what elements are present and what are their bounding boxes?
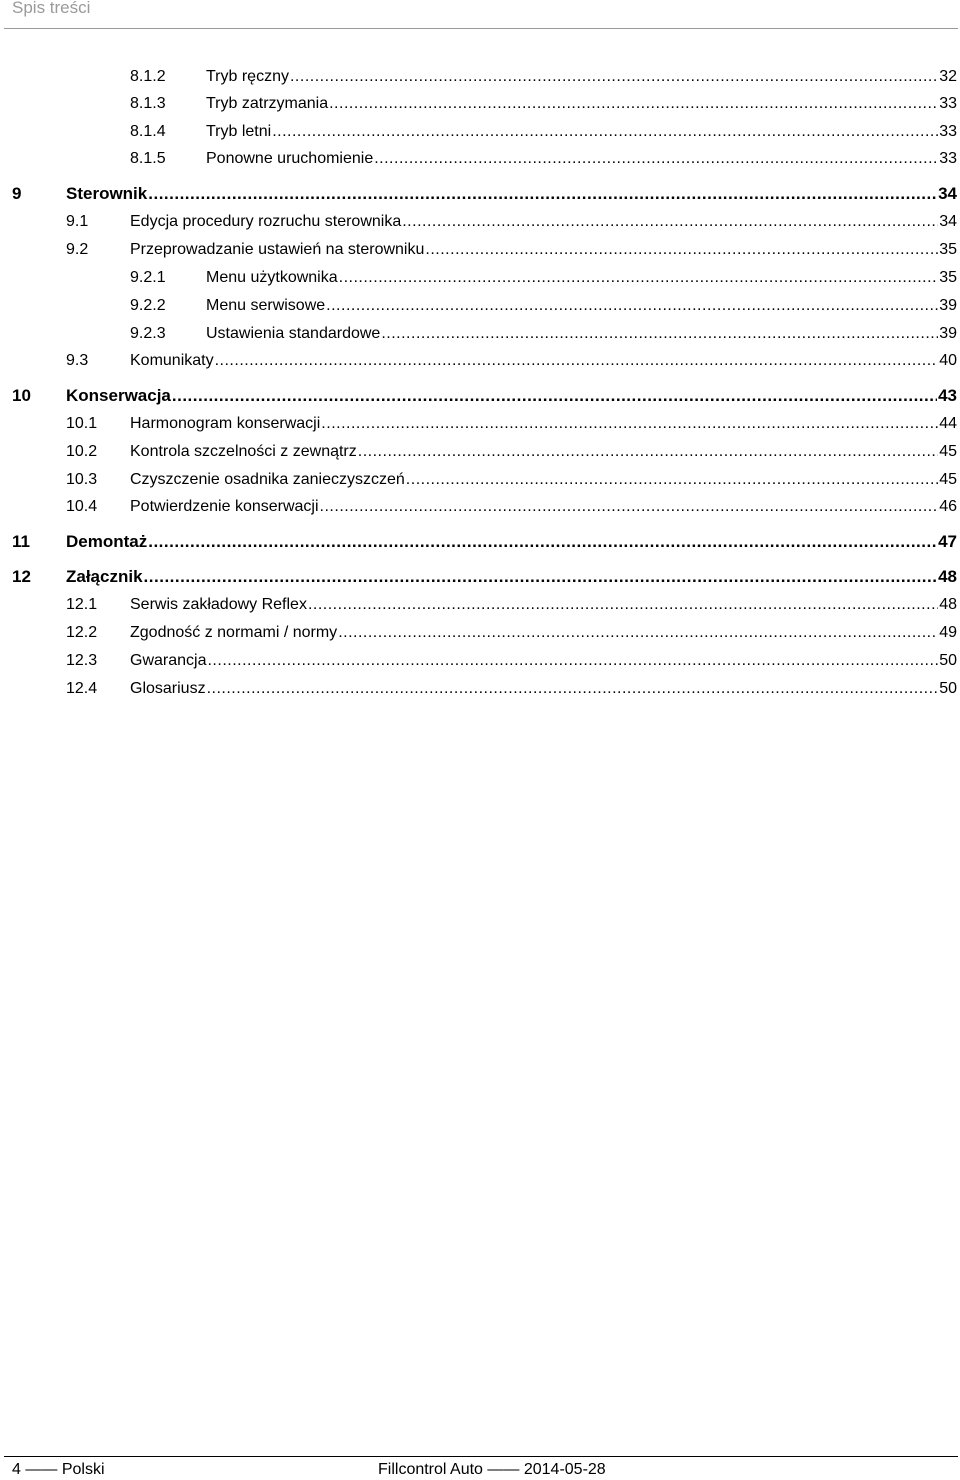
toc-leader-dots (338, 624, 938, 642)
footer-language: Polski (61, 1461, 105, 1478)
toc-leader-dots (308, 596, 938, 614)
header-divider (4, 28, 958, 29)
toc-entry-number: 12 (12, 567, 31, 586)
toc-entry[interactable] (12, 568, 957, 586)
toc-entry-page: 49 (939, 624, 957, 641)
toc-entry-page: 50 (939, 652, 957, 669)
toc-entry-number: 12.3 (66, 652, 98, 669)
toc-leader-dots (329, 95, 938, 113)
toc-entry-title: Zgodność z normami / normy (130, 624, 338, 641)
toc-entry-number: 9.2 (66, 241, 89, 258)
toc-entry-title: Gwarancja (130, 652, 207, 669)
toc-leader-dots (425, 241, 938, 259)
footer-date: 2014-05-28 (523, 1461, 606, 1478)
toc-entry[interactable] (66, 624, 957, 642)
footer-right (378, 1461, 606, 1479)
toc-entry-number: 10 (12, 386, 31, 405)
toc-entry[interactable] (130, 123, 957, 141)
toc-entry-title: Przeprowadzanie ustawień na sterowniku (130, 241, 425, 258)
toc-entry[interactable] (130, 269, 957, 287)
toc-entry-page: 34 (938, 184, 957, 203)
toc-entry-page: 33 (939, 123, 957, 140)
toc-entry[interactable] (130, 68, 957, 86)
toc-entry-number: 9.2.2 (130, 297, 166, 314)
toc-entry-page: 32 (939, 68, 957, 85)
toc-entry-page: 45 (939, 443, 957, 460)
toc-leader-dots (402, 213, 938, 231)
toc-entry[interactable] (12, 387, 957, 405)
toc-leader-dots (207, 652, 938, 670)
toc-entry[interactable] (66, 213, 957, 231)
toc-leader-dots (358, 443, 938, 461)
toc-entry-number: 9.1 (66, 213, 89, 230)
toc-entry-title: Edycja procedury rozruchu sterownika (130, 213, 402, 230)
toc-leader-dots (406, 471, 938, 489)
toc-entry-title: Glosariusz (130, 680, 206, 697)
toc-entry-title: Konserwacja (66, 386, 171, 405)
toc-entry-page: 40 (939, 352, 957, 369)
toc-leader-dots (148, 185, 937, 203)
toc-entry-title: Menu użytkownika (206, 269, 338, 286)
toc-entry-page: 39 (939, 297, 957, 314)
toc-entry-page: 50 (939, 680, 957, 697)
toc-leader-dots (215, 352, 939, 370)
footer-product: Fillcontrol Auto (378, 1461, 483, 1478)
toc-entry[interactable] (66, 352, 957, 370)
toc-entry[interactable] (66, 241, 957, 259)
toc-leader-dots (148, 533, 937, 551)
toc-entry-page: 34 (939, 213, 957, 230)
toc-entry-page: 33 (939, 95, 957, 112)
toc-entry-number: 10.2 (66, 443, 98, 460)
toc-entry-title: Czyszczenie osadnika zanieczyszczeń (130, 471, 405, 488)
toc-leader-dots (381, 325, 938, 343)
toc-leader-dots (272, 123, 938, 141)
toc-leader-dots (144, 568, 938, 586)
toc-leader-dots (320, 498, 939, 516)
toc-entry-number: 8.1.5 (130, 150, 166, 167)
toc-leader-dots (374, 150, 938, 168)
toc-entry-title: Tryb letni (206, 123, 272, 140)
toc-entry-number: 11 (12, 532, 30, 551)
toc-entry-title: Potwierdzenie konserwacji (130, 498, 319, 515)
toc-entry[interactable] (66, 415, 957, 433)
toc-entry-page: 48 (938, 567, 957, 586)
toc-entry[interactable] (66, 471, 957, 489)
toc-entry[interactable] (130, 325, 957, 343)
footer-separator: —— (25, 1461, 62, 1478)
toc-entry-page: 45 (939, 471, 957, 488)
toc-entry-title: Demontaż (66, 532, 148, 551)
toc-entry-title: Kontrola szczelności z zewnątrz (130, 443, 357, 460)
toc-entry-title: Ustawienia standardowe (206, 325, 381, 342)
toc-leader-dots (321, 415, 938, 433)
toc-entry-page: 43 (938, 386, 957, 405)
toc-entry-title: Tryb ręczny (206, 68, 289, 85)
toc-entry[interactable] (130, 95, 957, 113)
toc-entry-page: 39 (939, 325, 957, 342)
toc-entry[interactable] (66, 596, 957, 614)
toc-entry-title: Harmonogram konserwacji (130, 415, 321, 432)
toc-entry-number: 9.3 (66, 352, 89, 369)
toc-entry[interactable] (66, 652, 957, 670)
toc-entry-number: 12.2 (66, 624, 98, 641)
footer-separator: —— (487, 1461, 524, 1478)
toc-entry-number: 9.2.3 (130, 325, 166, 342)
toc-entry-page: 46 (939, 498, 957, 515)
footer-left (12, 1461, 105, 1479)
toc-entry-number: 10.1 (66, 415, 98, 432)
footer-divider (4, 1456, 958, 1457)
running-header: Spis treści (12, 0, 91, 17)
toc-leader-dots (207, 680, 939, 698)
toc-entry-number: 12.1 (66, 596, 98, 613)
toc-entry-title: Sterownik (66, 184, 148, 203)
toc-entry-page: 48 (939, 596, 957, 613)
toc-entry-number: 8.1.3 (130, 95, 166, 112)
toc-entry-number: 8.1.4 (130, 123, 166, 140)
toc-entry-number: 10.4 (66, 498, 98, 515)
toc-entry-title: Menu serwisowe (206, 297, 326, 314)
toc-entry-page: 47 (938, 532, 957, 551)
toc-entry-title: Serwis zakładowy Reflex (130, 596, 307, 613)
toc-entry-title: Ponowne uruchomienie (206, 150, 374, 167)
toc-entry-number: 12.4 (66, 680, 98, 697)
toc-entry[interactable] (66, 498, 957, 516)
toc-entry-page: 35 (939, 241, 957, 258)
toc-entry[interactable] (12, 533, 957, 551)
toc-entry-title: Tryb zatrzymania (206, 95, 329, 112)
toc-entry[interactable] (130, 297, 957, 315)
toc-entry[interactable] (66, 680, 957, 698)
toc-leader-dots (290, 68, 938, 86)
toc-leader-dots (339, 269, 939, 287)
toc-entry[interactable] (12, 185, 957, 203)
toc-entry-page: 35 (939, 269, 957, 286)
toc-entry-page: 44 (939, 415, 957, 432)
toc-entry-number: 9 (12, 184, 22, 203)
toc-entry[interactable] (130, 150, 957, 168)
toc-entry-number: 9.2.1 (130, 269, 166, 286)
toc-entry-number: 8.1.2 (130, 68, 166, 85)
toc-leader-dots (172, 387, 937, 405)
footer-page-number: 4 (12, 1461, 21, 1478)
toc-entry-page: 33 (939, 150, 957, 167)
toc-leader-dots (326, 297, 938, 315)
toc-entry-number: 10.3 (66, 471, 98, 488)
toc-entry[interactable] (66, 443, 957, 461)
toc-entry-title: Komunikaty (130, 352, 214, 369)
toc-entry-title: Załącznik (66, 567, 143, 586)
